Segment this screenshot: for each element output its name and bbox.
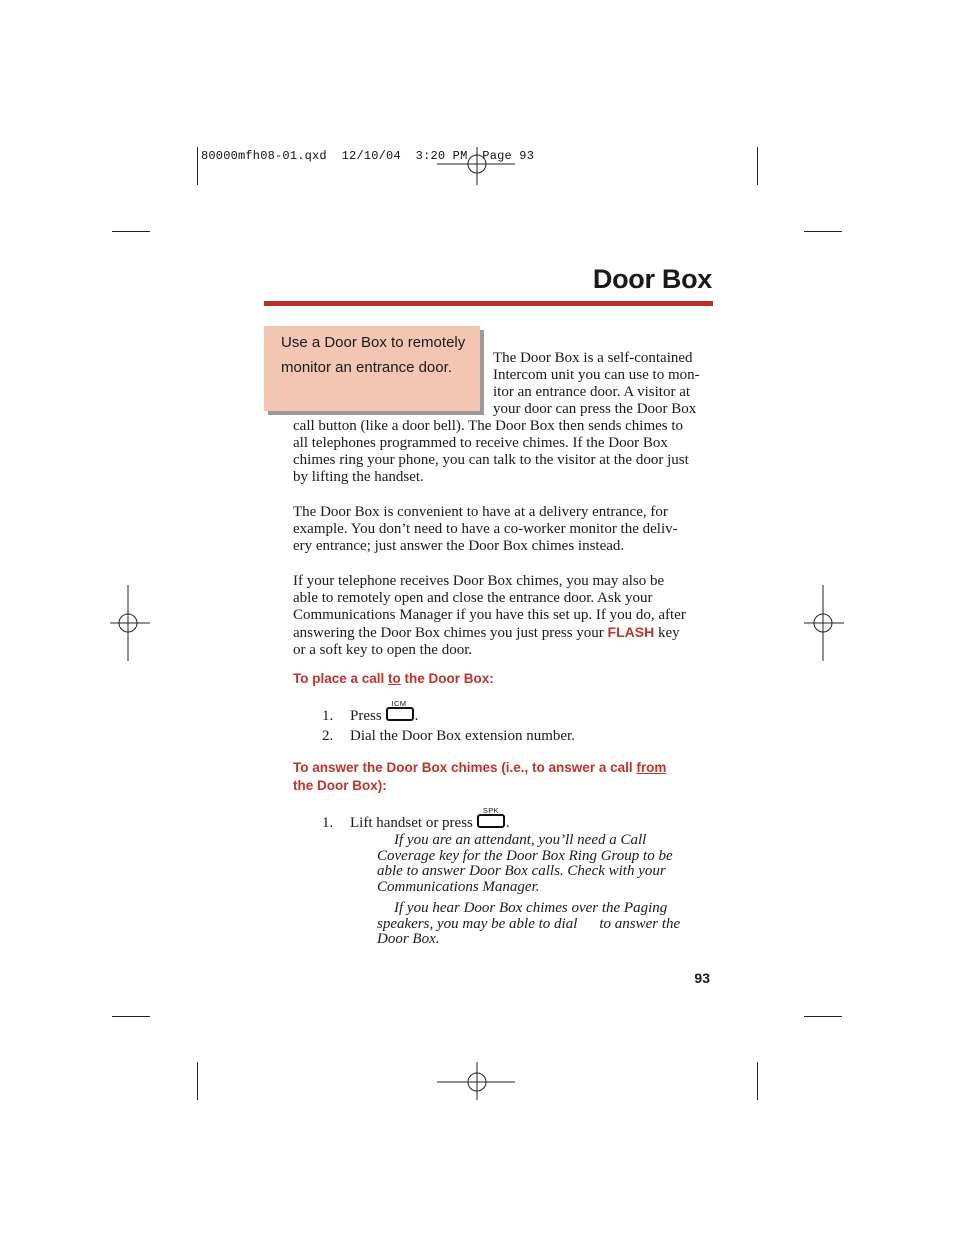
intro-paragraph-top <box>493 350 715 418</box>
text-segment: key <box>654 625 680 641</box>
note-line <box>377 917 717 933</box>
text-line: Communications Manager if you have this set up. If you do, after <box>293 607 686 623</box>
step-end: . <box>414 708 419 724</box>
crop-mark-bottom-right-h <box>804 1016 842 1017</box>
note-attendant <box>377 833 717 895</box>
heading-line: the Door Box): <box>293 778 387 793</box>
heading-underlined: from <box>636 760 667 775</box>
step-number: 2. <box>322 728 334 744</box>
text-segment: answering the Door Box chimes you just press your <box>293 625 608 641</box>
heading-answer-chimes <box>293 759 717 795</box>
intro-paragraph-rest <box>293 418 717 486</box>
slug-page: Page 93 <box>482 149 535 163</box>
registration-mark-left <box>108 585 152 663</box>
note-line: Door Box. <box>377 931 440 947</box>
text-line: by lifting the handset. <box>293 469 424 485</box>
text-line: all telephones programmed to receive chimes. If the Door Box <box>293 435 668 451</box>
slug-time: 3:20 PM <box>415 149 468 163</box>
text-line: Intercom unit you can use to mon- <box>493 367 700 383</box>
text-line: your door can press the Door Box <box>493 401 697 417</box>
text-line: ery entrance; just answer the Door Box chimes instead. <box>293 538 625 554</box>
text-line: chimes ring your phone, you can talk to the visitor at the door just <box>293 452 689 468</box>
crop-mark-top-left-v <box>197 147 198 185</box>
note-line <box>377 901 717 917</box>
note-line <box>377 833 717 849</box>
text-line: or a soft key to open the door. <box>293 642 473 658</box>
step-text: Dial the Door Box extension number. <box>350 728 575 744</box>
crop-mark-top-left-h <box>112 231 150 232</box>
heading-line <box>293 759 717 777</box>
heading-place-call <box>293 670 717 688</box>
page-title: Door Box <box>592 264 712 294</box>
heading-segment: the Door Box: <box>400 671 494 686</box>
text-line: The Door Box is a self-contained <box>493 350 693 366</box>
place-step-1 <box>322 699 419 725</box>
place-step-2 <box>322 728 575 745</box>
crop-mark-bottom-right-v <box>757 1062 758 1100</box>
text-line: able to remotely open and close the entrance door. Ask your <box>293 590 653 606</box>
title-rule <box>264 301 713 306</box>
step-number: 1. <box>322 815 334 831</box>
text-line: call button (like a door bell). The Door Box then sends chimes to <box>293 418 684 434</box>
step-number: 1. <box>322 708 334 724</box>
registration-mark-top <box>437 147 517 187</box>
note-text: speakers, you may be able to dial <box>377 915 578 932</box>
slug-date: 12/10/04 <box>341 149 401 163</box>
text-line: example. You don’t need to have a co-worker monitor the deliv- <box>293 521 678 537</box>
note-line: Communications Manager. <box>377 878 540 895</box>
registration-mark-right <box>802 585 846 663</box>
step-text: Lift handset or press <box>350 815 473 831</box>
text-line: If your telephone receives Door Box chimes, you may also be <box>293 573 665 589</box>
step-text: Press <box>350 708 382 724</box>
note-text: If you are an attendant, you’ll need a Call <box>394 832 647 848</box>
note-line: Coverage key for the Door Box Ring Group to be <box>377 847 673 864</box>
slug-file: 80000mfh08-01.qxd <box>201 149 327 163</box>
heading-segment: To answer the Door Box chimes (i.e., to answer a call <box>293 760 637 775</box>
crop-mark-bottom-left-v <box>197 1062 198 1100</box>
note-paging <box>377 901 717 948</box>
text-line: The Door Box is convenient to have at a delivery entrance, for <box>293 504 668 520</box>
flash-key-label: FLASH <box>607 624 655 640</box>
step-end: . <box>505 815 510 831</box>
crop-mark-bottom-left-h <box>112 1016 150 1017</box>
crop-mark-top-right-v <box>757 147 758 185</box>
heading-underlined: to <box>388 671 401 686</box>
text-line <box>293 624 717 642</box>
callout-box: Use a Door Box to remotely monitor an entrance door. <box>264 326 480 411</box>
note-line: able to answer Door Box calls. Check with your <box>377 863 666 879</box>
text-line: itor an entrance door. A visitor at <box>493 384 691 400</box>
paragraph-remote-open <box>293 573 717 659</box>
page-number: 93 <box>694 970 710 986</box>
icm-key-icon <box>386 699 414 721</box>
note-text: If you hear Door Box chimes over the Paging <box>394 900 668 916</box>
spk-key-label: SPK <box>482 806 499 815</box>
note-text: to answer the <box>599 915 681 932</box>
heading-segment: To place a call <box>293 671 389 686</box>
paragraph-delivery <box>293 504 717 555</box>
icm-key-label: ICM <box>391 699 407 708</box>
registration-mark-bottom <box>437 1062 517 1102</box>
crop-mark-top-right-h <box>804 231 842 232</box>
answer-step-1 <box>322 806 510 832</box>
spk-key-icon <box>477 806 505 828</box>
